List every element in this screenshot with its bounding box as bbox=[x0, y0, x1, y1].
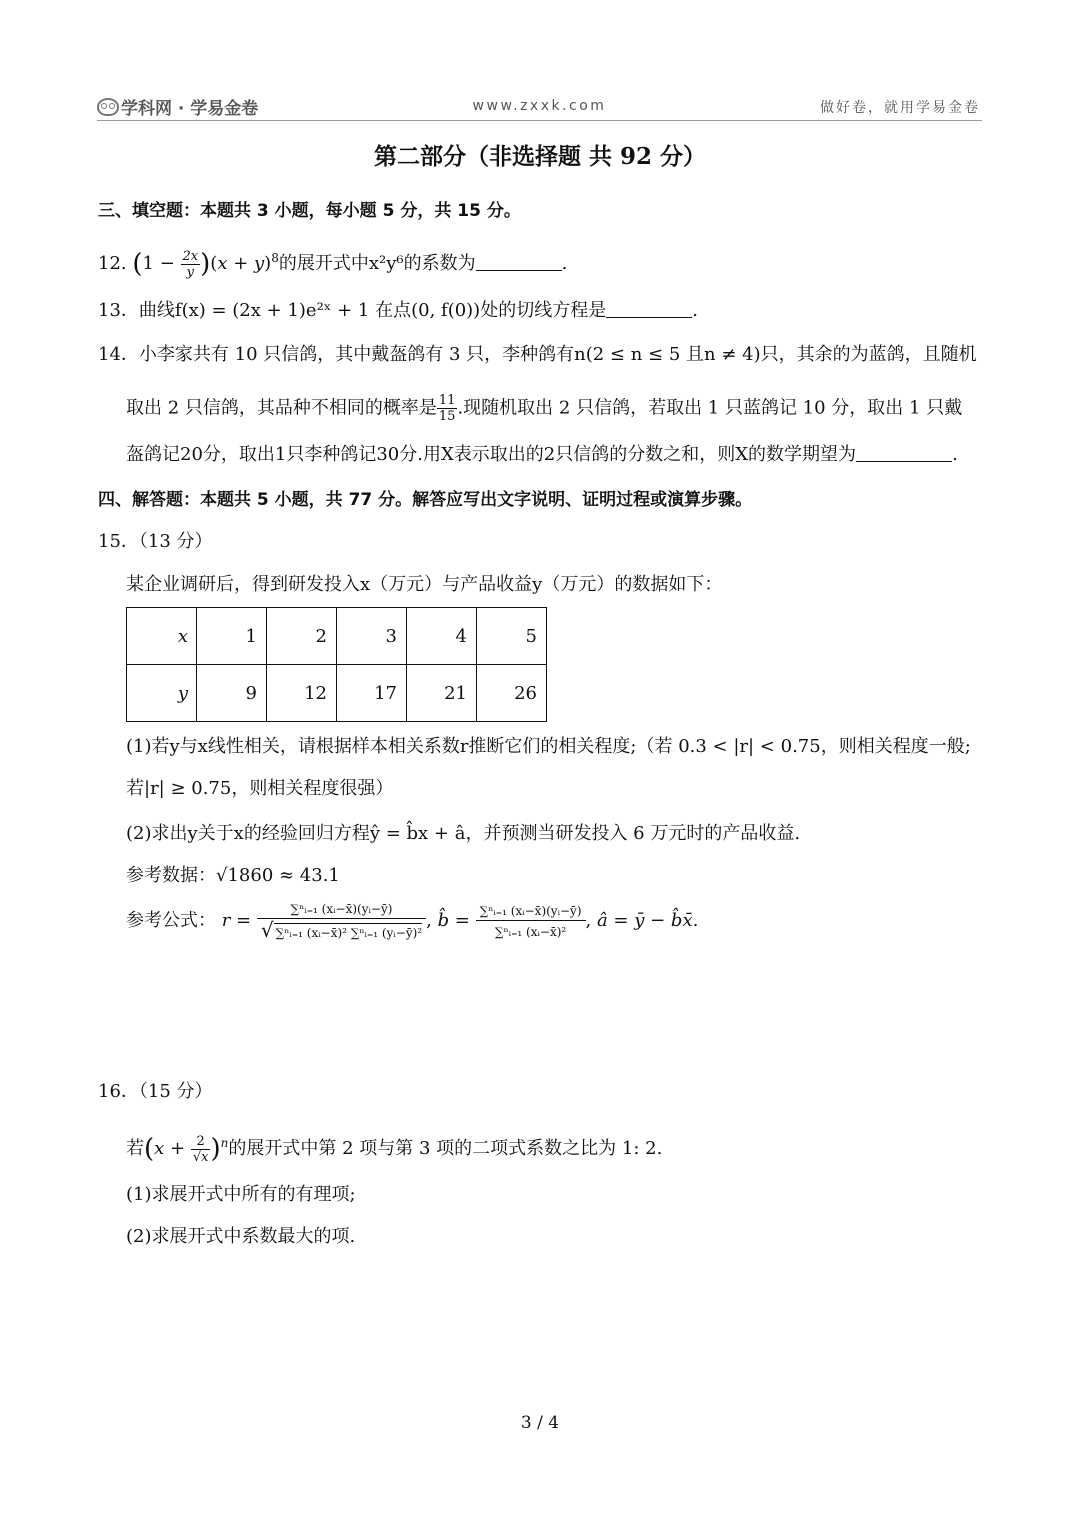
question-13: 13．曲线f(x) = (2x + 1)e²ˣ + 1 在点(0, f(0))处的切线方程是 . bbox=[98, 300, 698, 321]
table-cell: 12 bbox=[267, 665, 337, 722]
question-14-line-3: 盔鸽记20分，取出1只李种鸽记30分.用X表示取出的2只信鸽的分数之和，则X的数学期望为 . bbox=[126, 444, 958, 465]
q14-frac-num: 11 bbox=[438, 393, 456, 408]
section-3-heading: 三、填空题：本题共 3 小题，每小题 5 分，共 15 分。 bbox=[98, 201, 521, 221]
formula-b-fraction bbox=[476, 902, 586, 941]
table-cell: 4 bbox=[407, 608, 477, 665]
q13-text: 13．曲线f(x) = (2x + 1)e²ˣ + 1 在点(0, f(0))处的切线方程是 bbox=[98, 300, 607, 321]
page-header bbox=[97, 92, 982, 121]
question-16-stem: 若(x + $\frac{2}{√x}$ )$^n$的展开式中第 2 项与第 3 项的二项式系数之比为 1: 2. bbox=[126, 1133, 663, 1165]
q16-stem-text: 的展开式中第 2 项与第 3 项的二项式系数之比为 1: 2. bbox=[228, 1138, 663, 1159]
table-cell: 2 bbox=[267, 608, 337, 665]
question-12: 12. (1 − $\frac{2x}{y}$ )$(x + y)^8$的展开式中x²y⁶的系数为 . bbox=[98, 248, 568, 280]
section-4-heading: 四、解答题：本题共 5 小题，共 77 分。解答应写出文字说明、证明过程或演算步骤。 bbox=[98, 490, 753, 510]
table-cell: 9 bbox=[197, 665, 267, 722]
table-cell: 5 bbox=[477, 608, 547, 665]
question-16-heading: 16．（15 分） bbox=[98, 1081, 213, 1102]
table-row bbox=[127, 665, 547, 722]
page-title: 第二部分（非选择题 共 92 分） bbox=[373, 143, 707, 170]
formula-r-denominator: ∑ⁿᵢ₌₁ (xᵢ−x̄)² ∑ⁿᵢ₌₁ (yᵢ−ȳ)² bbox=[274, 923, 422, 942]
formula-a: â = ȳ − b̂x̄. bbox=[596, 910, 699, 931]
data-table bbox=[126, 607, 547, 722]
q14-line3-text: 盔鸽记20分，取出1只李种鸽记30分.用X表示取出的2只信鸽的分数之和，则X的数学期望为 bbox=[126, 444, 857, 465]
q14-probability-fraction bbox=[437, 393, 458, 424]
formula-b-numerator: ∑ⁿᵢ₌₁ (xᵢ−x̄)(yᵢ−ȳ) bbox=[476, 902, 586, 921]
question-16-part-1: (1)求展开式中所有的有理项; bbox=[126, 1184, 356, 1205]
question-14-line-2 bbox=[126, 393, 962, 424]
q13-answer-blank bbox=[606, 299, 692, 318]
logo-text: 学科网 · 学易金卷 bbox=[121, 99, 259, 119]
question-14-line-1: 14．小李家共有 10 只信鸽，其中戴盔鸽有 3 只，李种鸽有n(2 ≤ n ≤ 5 且n ≠ 4)只，其余的为蓝鸽，且随机 bbox=[98, 344, 977, 365]
page-number: 3 / 4 bbox=[520, 1413, 560, 1433]
q12-text: 的展开式中x²y⁶的系数为 bbox=[278, 253, 476, 274]
table-cell: 26 bbox=[477, 665, 547, 722]
question-15-part-2: (2)求出y关于x的经验回归方程ŷ = b̂x + â，并预测当研发投入 6 万元时的产品收益. bbox=[126, 823, 801, 844]
question-15-part-1b: 若|r| ≥ 0.75，则相关程度很强） bbox=[126, 778, 394, 799]
q12-number: 12. bbox=[98, 253, 127, 274]
table-cell: 17 bbox=[337, 665, 407, 722]
q14-line2-post: .现随机取出 2 只信鸽，若取出 1 只蓝鸽记 10 分，取出 1 只戴 bbox=[457, 397, 963, 419]
q14-line2-pre: 取出 2 只信鸽，其品种不相同的概率是 bbox=[126, 397, 437, 419]
q12-answer-blank bbox=[476, 252, 562, 271]
question-16-part-2: (2)求展开式中系数最大的项. bbox=[126, 1226, 356, 1247]
formula-r-numerator: ∑ⁿᵢ₌₁ (xᵢ−x̄)(yᵢ−ȳ) bbox=[257, 900, 426, 919]
question-15-part-1a: (1)若y与x线性相关，请根据样本相关系数r推断它们的相关程度;（若 0.3 < |r| < 0.75，则相关程度一般; bbox=[126, 736, 971, 757]
header-slogan: 做好卷，就用学易金卷 bbox=[820, 100, 980, 116]
table-cell: 21 bbox=[407, 665, 477, 722]
reference-formulas: 参考公式： r = $\frac{\text{∑ⁿᵢ₌₁ (xᵢ−x̄)(yᵢ−ȳ)}}{\text{√ ∑ⁿᵢ₌₁ (xᵢ−x̄)² ∑ⁿᵢ₌₁ (yᵢ−ȳ)²}}$ , b̂ = $\frac{\text{∑ⁿᵢ₌₁ (xᵢ−x̄)(yᵢ−ȳ)}}{\text{∑ⁿᵢ₌₁ (xᵢ−x̄)²}}$ , â = ȳ − b̂x̄. bbox=[126, 902, 699, 942]
formula-label: 参考公式： bbox=[126, 910, 216, 931]
question-15-reference-data: 参考数据：√1860 ≈ 43.1 bbox=[126, 865, 340, 886]
header-url: www.zxxk.com bbox=[472, 98, 607, 114]
q12-fraction: $\frac{2x}{y}$ bbox=[182, 248, 199, 280]
formula-b-denominator: ∑ⁿᵢ₌₁ (xᵢ−x̄)² bbox=[494, 924, 567, 939]
table-header-cell: y bbox=[127, 665, 197, 722]
table-row bbox=[127, 608, 547, 665]
formula-r-lhs: r = bbox=[221, 910, 252, 931]
table-cell: 3 bbox=[337, 608, 407, 665]
q14-answer-blank bbox=[856, 443, 952, 462]
formula-r-fraction: $\frac{\text{∑ⁿᵢ₌₁ (xᵢ−x̄)(yᵢ−ȳ)}}{\text{√ ∑ⁿᵢ₌₁ (xᵢ−x̄)² ∑ⁿᵢ₌₁ (yᵢ−ȳ)²}}$ bbox=[257, 900, 426, 942]
question-15-heading: 15．（13 分） bbox=[98, 531, 213, 552]
table-header-cell: x bbox=[127, 608, 197, 665]
question-15-intro: 某企业调研后，得到研发投入x（万元）与产品收益y（万元）的数据如下： bbox=[126, 574, 723, 595]
q14-frac-den: 15 bbox=[438, 409, 456, 424]
formula-b-lhs: b̂ = bbox=[437, 910, 470, 931]
q16-fraction: $\frac{2}{√x}$ bbox=[192, 1133, 209, 1165]
table-cell: 1 bbox=[197, 608, 267, 665]
